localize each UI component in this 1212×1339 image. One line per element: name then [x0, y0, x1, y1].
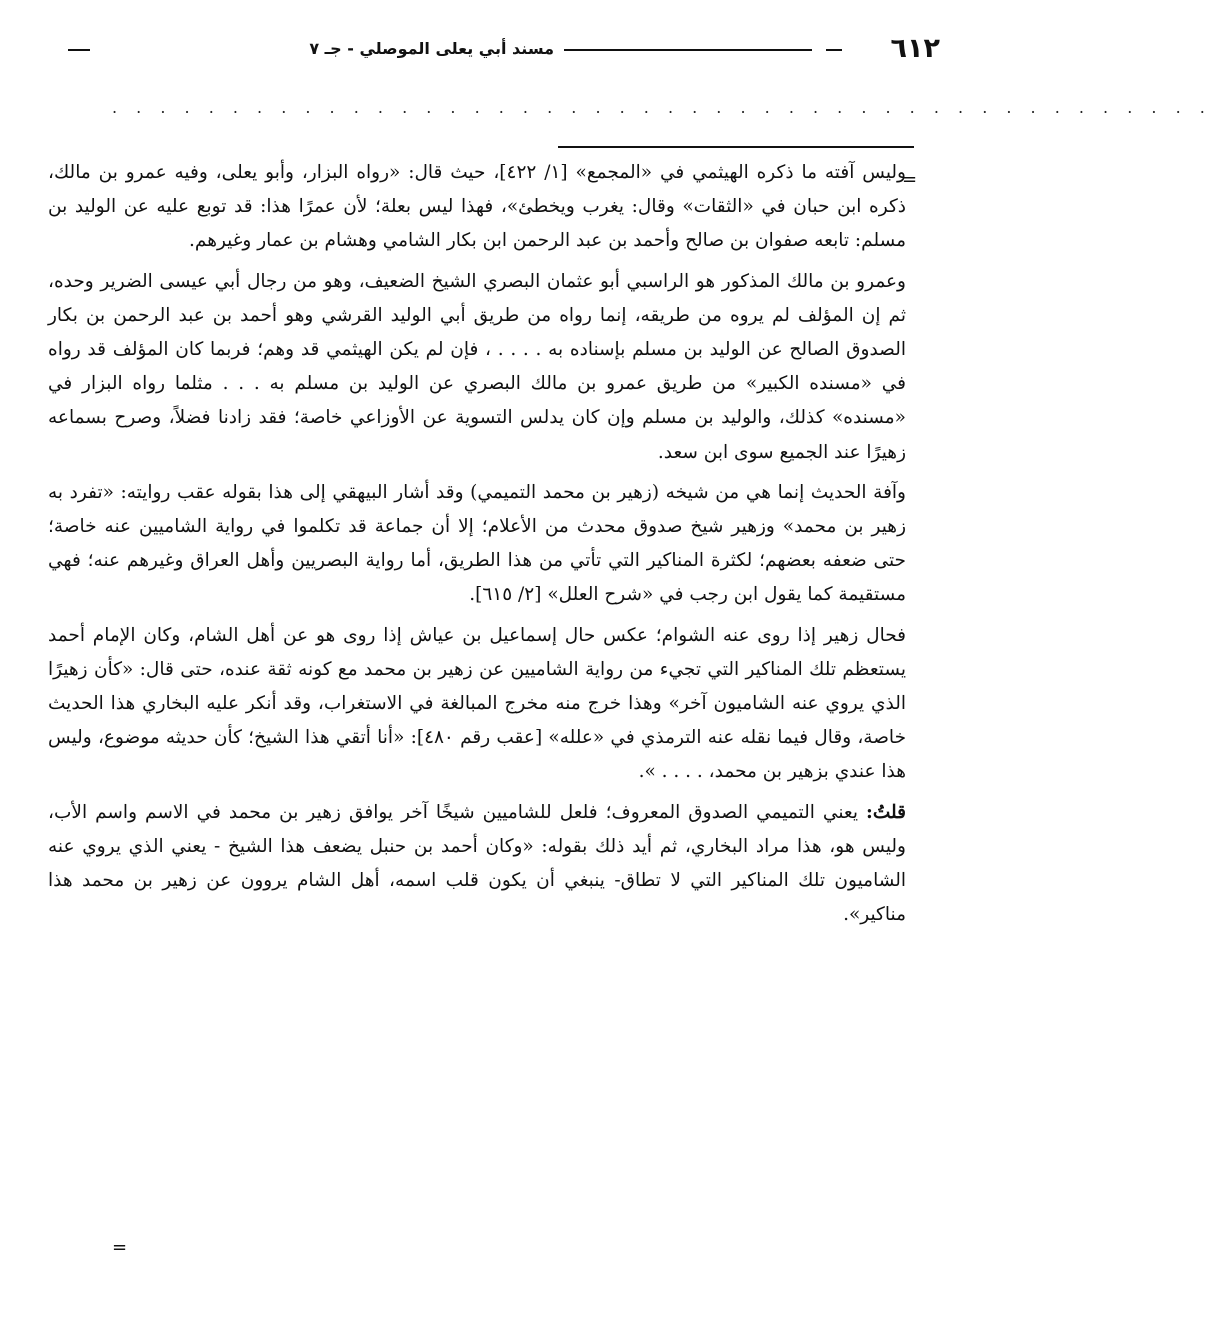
paragraph: وآفة الحديث إنما هي من شيخه (زهير بن محمد التميمي) وقد أشار البيهقي إلى هذا بقوله عقب روايته: «تفرد به زهير بن محمد» وزهير شيخ صدوق محدث من الأعلام؛ إلا أن جماعة قد تكلموا في رواية الشاميين عنه خاصة؛ حتى ضعفه بعضهم؛ لكثرة المناكير التي تأتي من هذا الطريق، أما رواية البصريين وأهل العراق وغيرهم عنه؛ فهي مستقيمة كما يقول ابن رجب في «شرح العلل» [٢/ ٦١٥]. — [48, 481, 906, 606]
header-rule — [826, 49, 842, 51]
paragraph: وليس آفته ما ذكره الهيثمي في «المجمع» [١/ ٤٢٢]، حيث قال: «رواه البزار، وأبو يعلى، وفيه عمرو بن مالك، ذكره ابن حبان في «الثقات» وقال: يغرب ويخطئ»، فهذا ليس بعلة؛ لأن عمرًا هذا: قد توبع عليه عن الوليد بن مسلم: تابعه صفوان بن صالح وأحمد بن عبد الرحمن ابن بكار الشامي وهشام بن عمار وغيرهم. — [48, 162, 906, 252]
continuation-mark-start: = — [902, 169, 918, 190]
footnote-text — [48, 156, 906, 932]
paragraph: وعمرو بن مالك المذكور هو الراسبي أبو عثمان البصري الشيخ الضعيف، وهو من رجال أبي عيسى الضرير وحده، ثم إن المؤلف لم يروه من طريقه، إنما رواه من طريق أبي الوليد القرشي وهو أحمد بن عبد الرحمن بن بكار الصدوق الصالح عن الوليد بن مسلم بإسناده به . . . . ، فإن لم يكن الهيثمي قد وهم؛ فربما كان المؤلف قد رواه في «مسنده الكبير» من طريق عمرو بن مالك البصري عن الوليد بن مسلم به . . . مثلما رواه البزار في «مسنده» كذلك، والوليد بن مسلم وإن كان يدلس التسوية عن الأوزاعي خاصة؛ فقد زادنا فضلاً، وصرح بسماعه زهيرًا عند الجميع سوى ابن سعد. — [48, 270, 906, 463]
running-title: مسند أبي يعلى الموصلي - جـ ٧ — [309, 39, 554, 58]
continuation-mark-end: = — [112, 1237, 128, 1258]
footnote-separator — [558, 146, 914, 148]
section-dots: . . . . . . . . . . . . . . . . . . . . . . . . . . . . . . . . . . . . . . . . . . . . . . — [112, 98, 1212, 117]
paragraph — [48, 796, 906, 933]
paragraph-lead: قلتُ: — [866, 801, 906, 823]
paragraph: فحال زهير إذا روى عنه الشوام؛ عكس حال إسماعيل بن عياش إذا روى هو عن أهل الشام، وكان الإمام أحمد يستعظم تلك المناكير التي تجيء من رواية الشاميين عن زهير بن محمد مع كونه ثقة عنده، حتى قال: «كأن زهيرًا الذي يروي عنه الشاميون آخر» وهذا خرج منه مخرج المبالغة في الاستغراب، وقد أنكر عليه البخاري هذا الحديث خاصة، وقال فيما نقله عنه الترمذي في «علله» [عقب رقم ٤٨٠]: «أنا أتقي هذا الشيخ؛ كأن حديثه موضوع، وليس هذا عندي بزهير بن محمد، . . . . ». — [48, 624, 907, 783]
header-rule — [68, 49, 90, 51]
page-header — [40, 34, 940, 68]
paragraph-text: يعني التميمي الصدوق المعروف؛ فلعل للشاميين شيخًا آخر يوافق زهير بن محمد في الاسم واسم الأب، وليس هو، هذا مراد البخاري، ثم أيد ذلك بقوله: «وكان أحمد بن حنبل يضعف هذا الشيخ - يعني الذي يروي عنه الشاميون تلك المناكير التي لا تطاق- ينبغي أن يكون قلب اسمه، أهل الشام يروون عن زهير بن محمد هذا مناكير». — [48, 801, 906, 926]
page-number: ٦١٢ — [890, 33, 940, 64]
header-rule — [564, 49, 812, 51]
